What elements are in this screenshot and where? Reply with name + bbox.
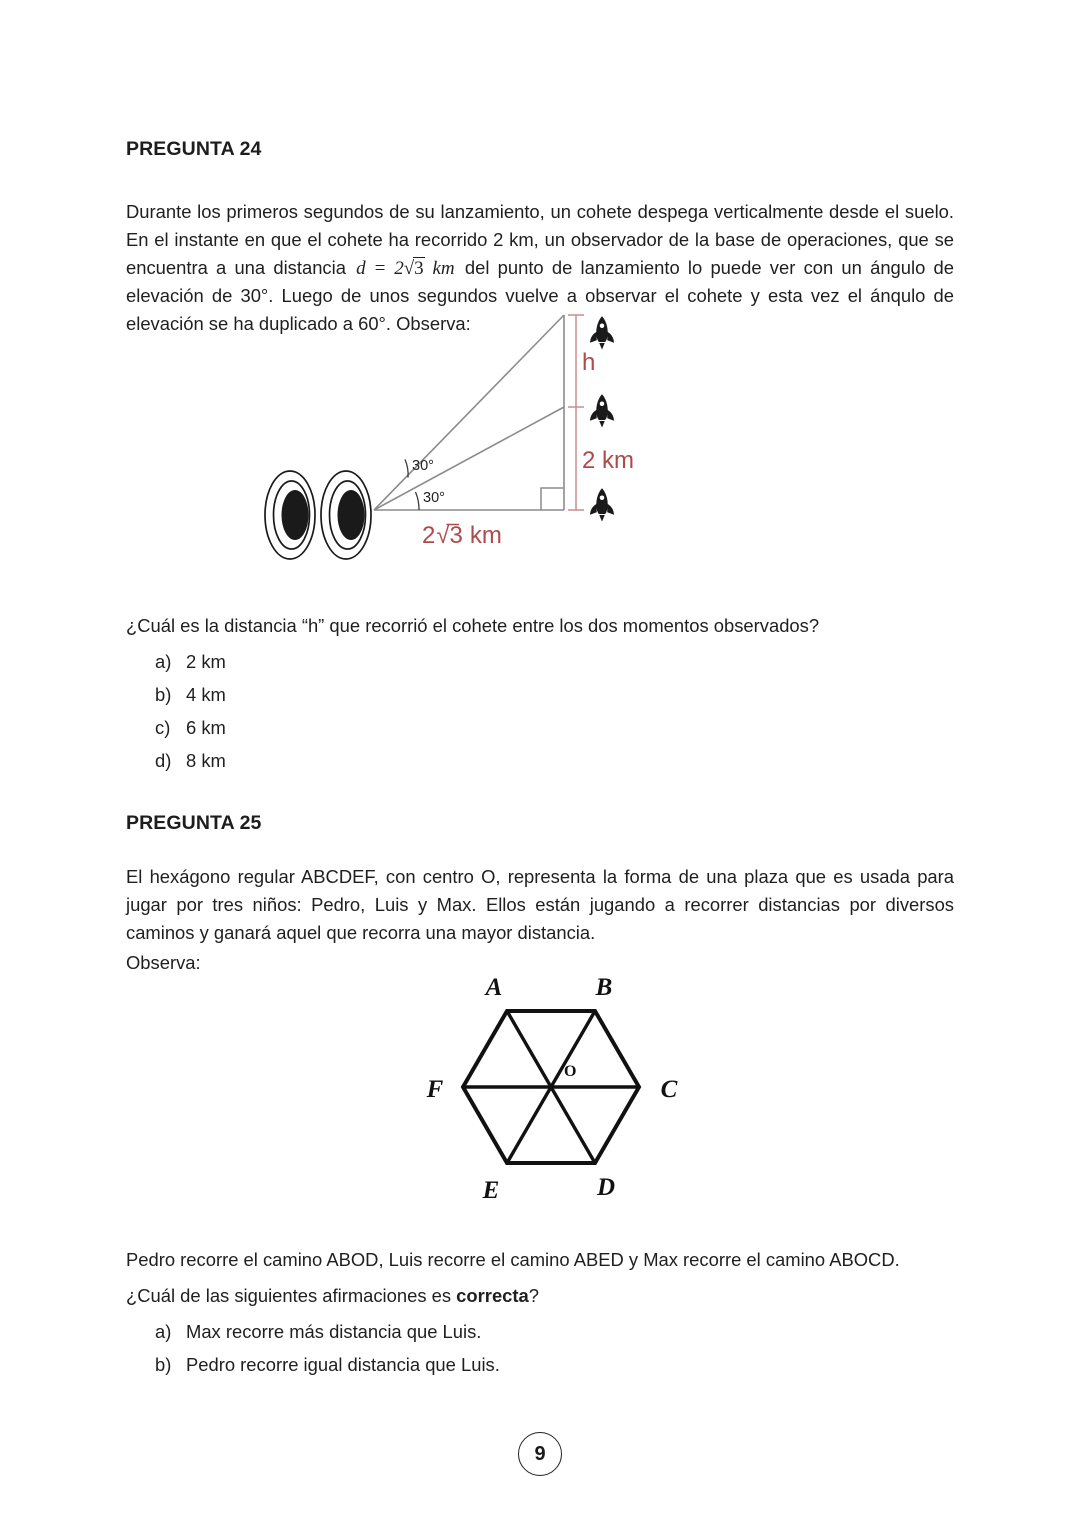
option-text: 8 km [186, 750, 226, 771]
observa-label: Observa: [126, 952, 201, 973]
rocket-icon-middle [590, 394, 614, 427]
option-letter: d) [155, 750, 172, 771]
vertex-label-E: E [482, 1177, 500, 1204]
rocket-elevation-diagram [214, 300, 634, 575]
sight-line-30 [374, 407, 564, 510]
label-base-distance [422, 522, 502, 549]
angle-arc-upper [405, 460, 408, 478]
option-item[interactable] [155, 645, 945, 678]
label-2km: 2 km [582, 447, 634, 474]
pregunta-24-heading: PREGUNTA 24 [126, 138, 262, 160]
center-label-O: O [564, 1063, 577, 1080]
option-text: 2 km [186, 651, 226, 672]
vertex-label-B: B [595, 974, 613, 1001]
pregunta-24-options [155, 645, 945, 777]
angle-label-lower: 30° [423, 490, 445, 506]
right-angle-icon [541, 488, 563, 510]
hexagon-diagram [366, 962, 736, 1207]
square-root-icon: √3 [403, 257, 424, 279]
angle-arc-lower [416, 492, 420, 510]
vertex-label-C: C [660, 1076, 678, 1103]
eyes-icon [265, 471, 371, 559]
option-letter: a) [155, 651, 172, 672]
vertical-dimension-bar [568, 315, 584, 510]
vertex-label-D: D [596, 1174, 616, 1201]
page-footer [0, 1432, 1080, 1476]
prompt-suffix: ? [528, 1285, 539, 1306]
math-unit: km [432, 257, 455, 279]
option-item[interactable] [155, 711, 945, 744]
pregunta-25-intro: El hexágono regular ABCDEF, con centro O, representa la forma de una plaza que es usada para jugar por tres niños: Pedro, Luis y Max. Ellos están jugando a recorrer distancias por diversos caminos y ganará aquel que recorra una mayor distancia. [126, 866, 954, 943]
pregunta-25-prompt [126, 1283, 954, 1309]
label-h: h [582, 349, 596, 376]
option-item[interactable] [155, 1315, 945, 1348]
intro-text-part-2: del punto de lanzamiento lo puede ver con un ángulo de elevación de 30°. Luego de unos segundos vuelve a observar el cohete y esta vez el ánqulo de elevación se ha duplicado a 60°. Observa: [126, 256, 954, 334]
prompt-prefix: ¿Cuál de las siguientes afirmaciones es [126, 1285, 457, 1306]
option-letter: b) [155, 1354, 172, 1375]
triangle-geometry [374, 315, 564, 510]
option-item[interactable] [155, 1348, 945, 1381]
pregunta-25-options [155, 1315, 945, 1381]
pregunta-25-paths-description: Pedro recorre el camino ABOD, Luis recorre el camino ABED y Max recorre el camino ABOCD. [126, 1249, 900, 1270]
option-text: 6 km [186, 717, 226, 738]
page-number-badge: 9 [518, 1432, 562, 1476]
pregunta-25-heading: PREGUNTA 25 [126, 812, 262, 834]
math-d-equals: d = [356, 257, 387, 279]
prompt-emphasis: correcta [456, 1285, 529, 1306]
base-coefficient: 2 [422, 522, 436, 549]
angle-label-upper: 30° [412, 458, 434, 474]
option-letter: a) [155, 1321, 172, 1342]
base-radicand: 3 [449, 522, 463, 549]
sight-line-60 [374, 315, 564, 510]
option-item[interactable] [155, 678, 945, 711]
math-coefficient: 2 [394, 257, 404, 279]
pregunta-24-prompt: ¿Cuál es la distancia “h” que recorrió el cohete entre los dos momentos observados? [126, 615, 820, 636]
base-unit: km [469, 522, 502, 549]
option-item[interactable] [155, 744, 945, 777]
option-letter: c) [155, 717, 171, 738]
intro-text-part-1: Durante los primeros segundos de su lanzamiento, un cohete despega verticalmente desde el suelo. En el instante en que el cohete ha recorrido 2 km, un observador de la base de operaciones, que se encuentra a una distancia [126, 201, 954, 278]
svg-text:2√3km [422, 522, 502, 549]
vertex-label-F: F [426, 1076, 444, 1103]
option-text: 4 km [186, 684, 226, 705]
rocket-icon-bottom [590, 488, 614, 521]
vertex-label-A: A [485, 974, 503, 1001]
option-text: Pedro recorre igual distancia que Luis. [186, 1354, 500, 1375]
base-sqrt-icon: √ [436, 522, 450, 549]
option-letter: b) [155, 684, 172, 705]
math-expression-distance [354, 258, 457, 279]
rocket-icon-top [590, 316, 614, 349]
math-radicand: 3 [414, 257, 424, 279]
option-text: Max recorre más distancia que Luis. [186, 1321, 482, 1342]
